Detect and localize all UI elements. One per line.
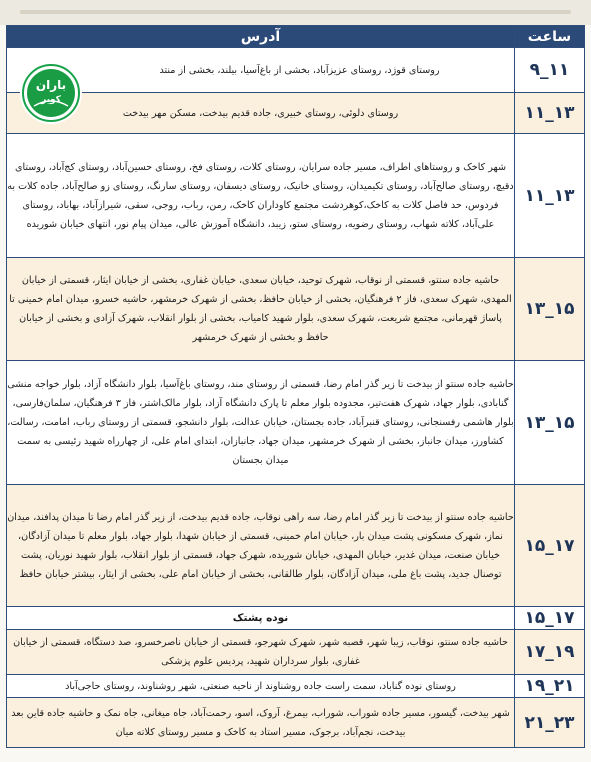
address-cell: شهر بیدخت، گیسور، مسیر جاده شوراب، شوراب، بیمرغ، آروک، اسو، رحمت‌آباد، جاه میغانی، جاه نمک و حاشیه جاده قاین بعد بیدخت، نجم‌آباد، برجوک، مسیر استاد به کاخک و مسیر روستای کلاته میان [7, 698, 515, 748]
time-cell: ۱۵_۱۷ [515, 485, 585, 607]
address-cell: نوده پشتک [7, 607, 515, 630]
address-cell: حاشیه جاده سنتو از بیدخت تا زیر گذر امام رضا، قسمتی از روستای مند، روستای باغ‌آسیا، بلوار دانشگاه آزاد، بلوار خواجه منشی گنابادی، بلوار جهاد، شهرک هفت‌تیر، مجدوده بلوار معلم تا پارک دانشگاه آزاد، بلوار مالک‌اشتر، فاز ۳ فرهنگیان، سلمان‌فارسی، بلوار هاشمی رفسنجانی، روستای قنبرآباد، جاده بجستان، خیابان عدالت، بلوار دانشجو، قسمتی از روستای رباب، امامت، رسالت، کشاورز، میدان جانباز، بخشی از شهرک خرمشهر، میدان جهاد، جانبازان، ابتدای امام علی، از چهارراه شهید رئیسی به سمت میدان بجستان [7, 361, 515, 485]
logo-text-top: باران [35, 78, 67, 92]
table-row [7, 93, 585, 134]
address-cell: حاشیه جاده سنتو از بیدخت تا زیر گذر امام رضا، سه راهی نوقاب، جاده قدیم بیدخت، از زیر گذر امام رضا تا میدان پدافند، میدان نماز، شهرک مسکونی پشت میدان بار، خیابان امام خمینی، قسمتی از خیابان شهدا، بلوار جهاد، بلوار معلم تا میدان آزادگان، خیابان صنعت، میدان غدیر، خیابان المهدی، خیابان شوریده، شهرک جهاد، قسمتی از بلوار انقلاب، بلوار شهید نوریان، پشت توصنال جدید، پشت باغ ملی، میدان آزادگان، بلوار طالقانی، بخشی از خیابان امام علی، بخشی از ایثار، بیشتر خیابان حافظ [7, 485, 515, 607]
time-cell: ۱۳_۱۵ [515, 361, 585, 485]
table-row [7, 698, 585, 748]
address-cell: حاشیه جاده سنتو، نوقاب، زیبا شهر، قصبه شهر، شهرک شهرجو، قسمتی از خیابان ناصرخسرو، صد دستگاه، قسمتی از خیابان غفاری، بلوار سرداران شهید، پردیس علوم پزشکی [7, 630, 515, 675]
table-row [7, 48, 585, 93]
table-row [7, 258, 585, 361]
table-row [7, 485, 585, 607]
table-row [7, 630, 585, 675]
time-cell: ۲۱_۲۳ [515, 698, 585, 748]
table-row [7, 361, 585, 485]
table-header-row [7, 26, 585, 48]
top-divider [20, 10, 571, 14]
address-cell: روستای دلوئی، روستای خبیری، جاده قدیم بیدخت، مسکن مهر بیدخت [7, 93, 515, 134]
top-strip [0, 0, 591, 25]
table-row [7, 607, 585, 630]
time-cell: ۹_۱۱ [515, 48, 585, 93]
address-cell: روستای قوژد، روستای عزیزآباد، بخشی از باغ‌آسیا، بیلند، بخشی از منتد [7, 48, 515, 93]
address-cell: روستای نوده گناباد، سمت راست جاده روشناوند از ناحیه صنعتی، شهر روشناوند، روستای حاجی‌آباد [7, 675, 515, 698]
time-cell: ۱۷_۱۹ [515, 630, 585, 675]
time-column-header: ساعت [515, 26, 585, 48]
address-column-header: آدرس [7, 26, 515, 48]
outage-schedule-table [6, 25, 585, 748]
logo-text-bottom: کویر [41, 95, 61, 105]
address-cell: شهر کاخک و روستاهای اطراف، مسیر جاده سرایان، روستای کلات، روستای فخ، روستای حسین‌آباد، روستای کج‌آباد، روستای دقیچ، روستای صالح‌آباد، روستای تکیمیدان، روستای خانیک، روستای دیسفان، روستای سارنگ، روستای زو صالح‌آباد، جاده کلات به فردوس، حد فاصل کلات به کاخک،کوهردشت مجتمع کاوداران کاخک، رمن، رباب، روجی، سقی، شیرازآباد، بهاباد، روستای علی‌آباد، کلاته شهاب، روستای رضویه، روستای ستو، زیبد، دانشگاه آموزش عالی، میدان پیام نور، انتهای خیابان شوریده [7, 134, 515, 258]
address-cell: حاشیه جاده سنتو، قسمتی از نوقاب، شهرک توحید، خیابان سعدی، خیابان غفاری، بخشی از خیابان ایثار، قسمتی از خیابان المهدی، شهرک سعدی، فاز ۲ فرهنگیان، بخشی از خیابان حافظ، بخشی از شهرک خرمشهر، حاشیه خسرو، میدان امام خمینی تا پاساژ قهرمانی، مجتمع شریعت، شهرک سعدی، بلوار شهید کامیاب، بخشی از بلوار انقلاب، شهرک آزادی و بخشی از خیابان حافظ و بخشی از شهرک خرمشهر [7, 258, 515, 361]
logo-badge-icon [24, 66, 78, 120]
table-row [7, 134, 585, 258]
time-cell: ۱۹_۲۱ [515, 675, 585, 698]
baran-kavir-logo [22, 64, 80, 122]
time-cell: ۱۱_۱۳ [515, 93, 585, 134]
table-row [7, 675, 585, 698]
time-cell: ۱۵_۱۷ [515, 607, 585, 630]
time-cell: ۱۱_۱۳ [515, 134, 585, 258]
time-cell: ۱۳_۱۵ [515, 258, 585, 361]
